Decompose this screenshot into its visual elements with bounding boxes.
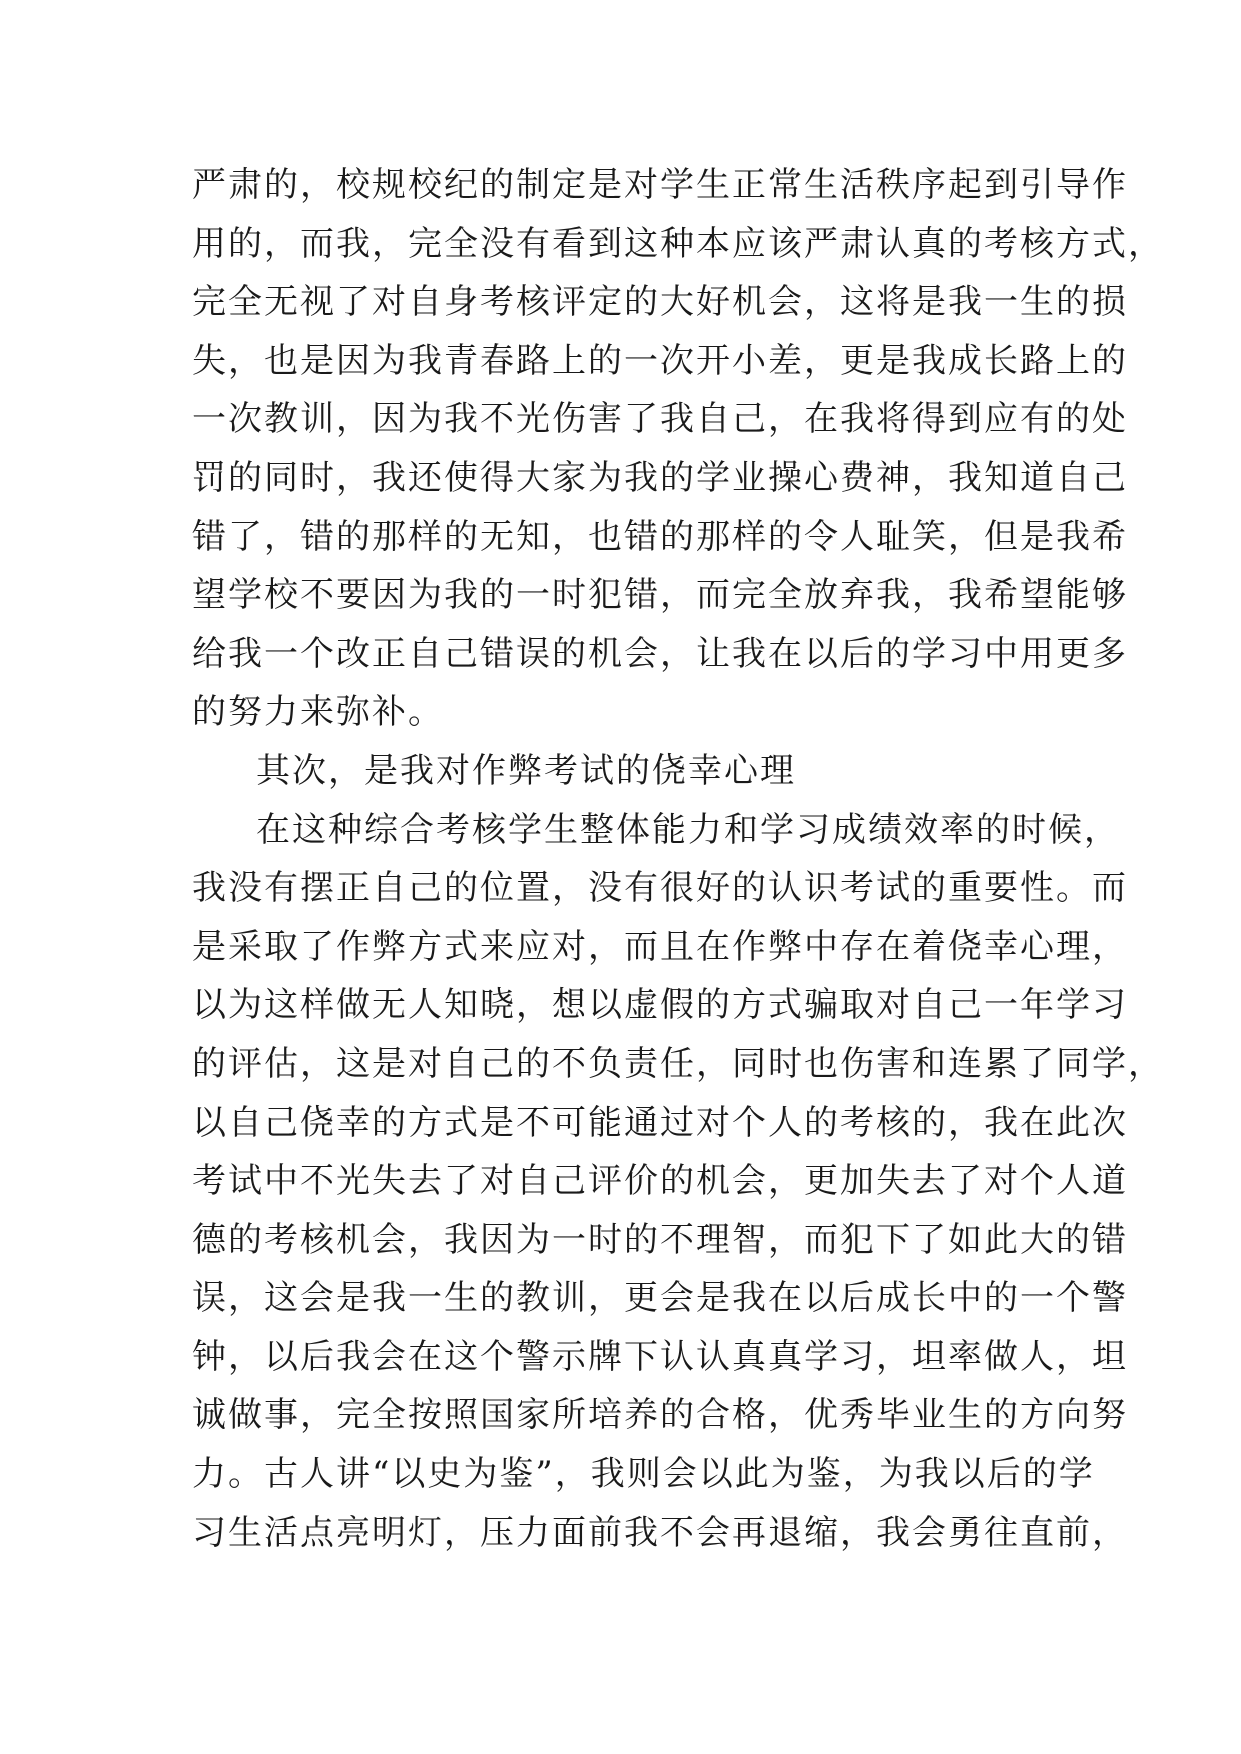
text-line: 一次教训，因为我不光伤害了我自己，在我将得到应有的处 xyxy=(192,399,1128,440)
text-line: 用的，而我，完全没有看到这种本应该严肃认真的考核方式， xyxy=(192,223,1164,264)
text-line: 考试中不光失去了对自己评价的机会，更加失去了对个人道 xyxy=(192,1161,1128,1202)
text-line: 在这种综合考核学生整体能力和学习成绩效率的时候， xyxy=(256,809,1120,850)
text-line: 罚的同时，我还使得大家为我的学业操心费神，我知道自己 xyxy=(192,457,1128,498)
text-line: 望学校不要因为我的一时犯错，而完全放弃我，我希望能够 xyxy=(192,575,1128,616)
text-line: 以为这样做无人知晓，想以虚假的方式骗取对自己一年学习 xyxy=(192,985,1128,1026)
body-text xyxy=(192,156,1164,1562)
text-line: 以自己侥幸的方式是不可能通过对个人的考核的，我在此次 xyxy=(192,1102,1128,1143)
text-line: 给我一个改正自己错误的机会，让我在以后的学习中用更多 xyxy=(192,633,1128,674)
text-line: 完全无视了对自身考核评定的大好机会，这将是我一生的损 xyxy=(192,282,1128,323)
text-line: 德的考核机会，我因为一时的不理智，而犯下了如此大的错 xyxy=(192,1219,1128,1260)
text-line: 失，也是因为我青春路上的一次开小差，更是我成长路上的 xyxy=(192,340,1128,381)
text-line: 是采取了作弊方式来应对，而且在作弊中存在着侥幸心理， xyxy=(192,926,1128,967)
text-line: 力。古人讲“以史为鉴”，我则会以此为鉴，为我以后的学 xyxy=(192,1454,1095,1495)
text-line: 错了，错的那样的无知，也错的那样的令人耻笑，但是我希 xyxy=(192,516,1128,557)
text-line: 其次，是我对作弊考试的侥幸心理 xyxy=(256,750,796,791)
text-line: 误，这会是我一生的教训，更会是我在以后成长中的一个警 xyxy=(192,1278,1128,1319)
text-line: 严肃的，校规校纪的制定是对学生正常生活秩序起到引导作 xyxy=(192,165,1128,205)
text-line: 我没有摆正自己的位置，没有很好的认识考试的重要性。而 xyxy=(192,868,1128,909)
text-line: 诚做事，完全按照国家所培养的合格，优秀毕业生的方向努 xyxy=(192,1395,1128,1436)
text-line: 钟，以后我会在这个警示牌下认认真真学习，坦率做人，坦 xyxy=(192,1336,1128,1377)
text-line: 习生活点亮明灯，压力面前我不会再退缩，我会勇往直前， xyxy=(192,1512,1128,1553)
text-line: 的努力来弥补。 xyxy=(192,692,444,733)
text-line: 的评估，这是对自己的不负责任，同时也伤害和连累了同学， xyxy=(192,1043,1164,1084)
